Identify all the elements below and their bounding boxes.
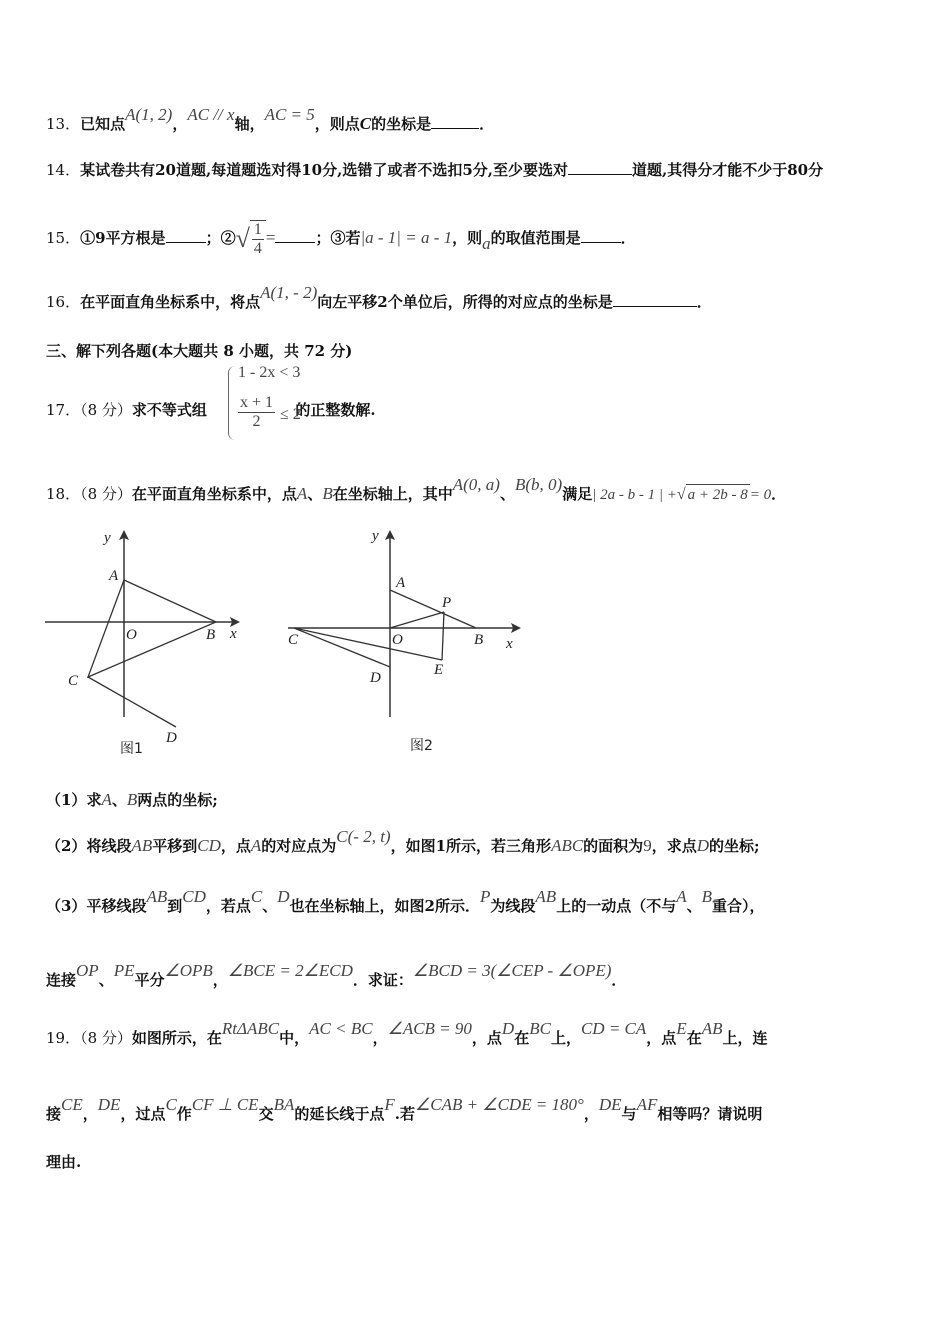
- question-number: 14．: [46, 161, 81, 179]
- math-expr: A(1, - 2): [260, 283, 318, 302]
- question-18-part-2: （2）将线段AB平移到CD，点A的对应点为C(- 2, t)，如图1所示，若三角形ABC的面积为9，求点D的坐标;: [46, 827, 760, 855]
- label-a: A: [396, 575, 406, 591]
- label-d: D: [166, 730, 177, 746]
- math-expr: |a - 1| = a - 1: [360, 228, 453, 247]
- label-x: x: [230, 626, 237, 642]
- figure-1: [40, 522, 250, 762]
- label-b: B: [206, 627, 216, 643]
- label-e: E: [434, 662, 444, 678]
- question-18-part-3-cont: 连接OP、PE平分∠OPB，∠BCE = 2∠ECD．求证：∠BCD = 3(∠CEP - ∠OPE)．: [46, 961, 627, 989]
- score: （8 分）: [80, 1029, 132, 1047]
- answer-blank: [166, 228, 206, 243]
- label-o: O: [126, 627, 137, 643]
- question-15: 15．①9平方根是 ；②√ $\frac{1}{4}$ = ；③若|a - 1| = a - 1，则a的取值范围是 ．: [46, 221, 636, 257]
- label-y: y: [104, 530, 111, 546]
- label-y: y: [372, 528, 379, 544]
- question-19-line-2: 接CE，DE，过点C作CF ⊥ CE交BA的延长线于点F.若∠CAB + ∠CDE = 180°，DE与AF相等吗？请说明: [46, 1095, 763, 1123]
- segment-pe: [442, 612, 444, 660]
- label-p: P: [442, 595, 452, 611]
- question-18-part-1: （1）求A、B两点的坐标;: [46, 790, 218, 809]
- answer-blank: [431, 114, 479, 129]
- answer-blank: [568, 160, 632, 175]
- figure-2: [280, 522, 530, 762]
- question-number: 18．: [46, 485, 81, 503]
- answer-blank: [275, 228, 315, 243]
- section-heading: 三、解下列各题(本大题共 8 小题，共 72 分): [46, 342, 353, 360]
- question-13: 13．已知点A(1, 2)，AC // x轴，AC = 5，则点C的坐标是 ．: [46, 105, 495, 133]
- question-number: 15．: [46, 229, 81, 247]
- question-14: 14．某试卷共有20道题,每道题选对得10分,选错了或者不选扣5分,至少要选对 道题,其得分才能不少于80分: [46, 161, 824, 179]
- question-18-part-3: （3）平移线段AB到CD，若点C、D也在坐标轴上，如图2所示．P为线段AB上的一动点（不与A、B重合），: [46, 887, 765, 915]
- question-number: 13．: [46, 115, 81, 133]
- math-expr: B(b, 0): [514, 475, 563, 494]
- label-o: O: [392, 632, 403, 648]
- segment-ce: [294, 628, 442, 660]
- math-expr: A(0, a): [452, 475, 500, 494]
- label-x: x: [506, 636, 513, 652]
- question-number: 16．: [46, 293, 81, 311]
- math-expr: AC // x: [187, 105, 235, 124]
- score: （8 分）: [80, 401, 132, 419]
- label-b: B: [474, 632, 484, 648]
- label-d: D: [370, 670, 381, 686]
- label-c: C: [68, 673, 79, 689]
- segment-cd: [88, 677, 176, 727]
- segment-ab: [390, 590, 476, 628]
- question-19: 19．（8 分）如图所示，在RtΔABC中，AC < BC，∠ACB = 90，点D在BC上，CD = CA，点E在AB上，连: [46, 1019, 768, 1047]
- figure-caption: 图1: [120, 741, 143, 757]
- label-a: A: [109, 568, 119, 584]
- answer-blank: [613, 292, 697, 307]
- segment-op: [390, 612, 444, 628]
- question-number: 17．: [46, 401, 81, 419]
- math-expr: A(1, 2): [125, 105, 173, 124]
- sqrt-fraction: $\frac{1}{4}$: [250, 220, 266, 258]
- question-19-line-3: 理由.: [46, 1153, 82, 1171]
- triangle-abc: [88, 580, 216, 677]
- question-17: 17．（8 分）求不等式组 的正整数解.: [46, 401, 376, 419]
- segment-cd: [294, 628, 390, 667]
- figure-caption: 图2: [410, 738, 433, 754]
- question-18: 18．（8 分）在平面直角坐标系中，点A、B在坐标轴上，其中A(0, a)、B(b, 0)满足| 2a - b - 1 | +√ a + 2b - 8 = 0．: [46, 475, 787, 503]
- label-c: C: [288, 632, 299, 648]
- math-expr: AC = 5: [264, 105, 315, 124]
- answer-blank: [581, 228, 621, 243]
- score: （8 分）: [80, 485, 132, 503]
- inequality-system: 1 - 2x < 3 $\frac{x + 1}{2}$ ≤ 2: [228, 364, 312, 442]
- question-number: 19．: [46, 1029, 81, 1047]
- question-16: 16．在平面直角坐标系中，将点A(1, - 2)向左平移2个单位后，所得的对应点的坐标是 ．: [46, 283, 712, 311]
